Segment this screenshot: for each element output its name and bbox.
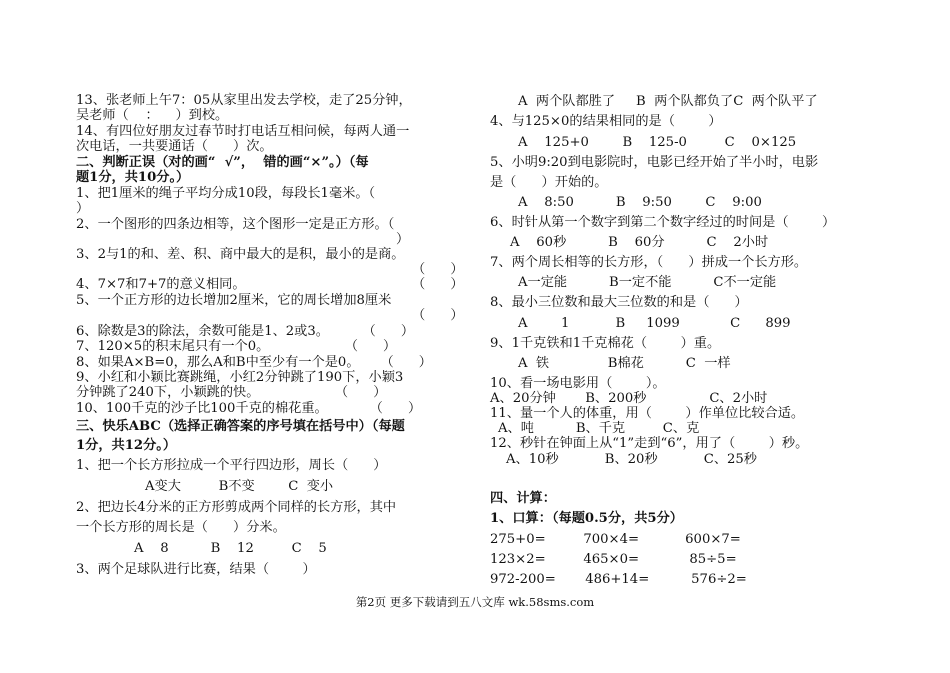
choice-q2-options: A 8 B 12 C 5	[134, 541, 327, 556]
choice-q5-line-2: 是（ ）开始的。	[490, 175, 608, 190]
choice-q5-line-1: 5、小明9:20到电影院时，电影已经开始了半小时，电影	[490, 155, 819, 170]
choice-q12: 12、秒针在钟面上从“1”走到“6”，用了（ ）秒。	[490, 436, 809, 451]
question-14-line-2: 次电话，一共要通话（ ）次。	[76, 139, 273, 154]
choice-q6-options: A 60秒 B 60分 C 2小时	[510, 235, 769, 250]
section-2-title-line-2: 题1分，共10分。）	[76, 170, 190, 185]
choice-q11-options: A、吨 B、千克 C、克	[498, 421, 700, 436]
question-13-line-1: 13、张老师上午7：05从家里出发去学校，走了25分钟，	[76, 93, 412, 108]
choice-q9-options: A 铁 B棉花 C 一样	[518, 356, 731, 371]
choice-q7: 7、两个周长相等的长方形，（ ）拼成一个长方形。	[490, 255, 808, 270]
judge-q1-line-1: 1、把1厘米的绳子平均分成10段，每段长1毫米。（	[76, 186, 376, 201]
choice-q8: 8、最小三位数和最大三位数的和是（ ）	[490, 295, 748, 310]
judge-q2-line-2: ）	[396, 232, 410, 247]
choice-q2-line-1: 2、把边长4分米的正方形剪成两个同样的长方形，其中	[76, 500, 397, 515]
choice-q2-line-2: 一个长方形的周长是（ ）分米。	[76, 520, 286, 535]
section-2-title-line-1: 二、判断正误（对的画“ √”， 错的画“×”。）（每	[76, 155, 369, 170]
choice-q1-options: A变大 B不变 C 变小	[145, 479, 334, 494]
judge-q7: 7、120×5的积末尾只有一个0。 （ ）	[76, 339, 397, 354]
judge-q2-line-1: 2、一个图形的四条边相等，这个图形一定是正方形。（	[76, 217, 395, 232]
section-3-title-line-2: 1分，共12分。）	[76, 438, 177, 453]
choice-q12-options: A、10秒 B、20秒 C、25秒	[506, 452, 757, 467]
judge-q3-line-2: （ ）	[412, 262, 464, 277]
judge-q3-line-1: 3、2与1的和、差、积、商中最大的是积，最小的是商。	[76, 247, 405, 262]
judge-q8: 8、如果A×B=0，那么A和B中至少有一个是0。 （ ）	[76, 355, 432, 370]
section-3-title-line-1: 三、快乐ABC（选择正确答案的序号填在括号中）（每题	[76, 419, 405, 434]
judge-q5-line-1: 5、一个正方形的边长增加2厘米，它的周长增加8厘米	[76, 293, 392, 308]
judge-q6: 6、除数是3的除法，余数可能是1、2或3。 （ ）	[76, 324, 415, 339]
judge-q9-line-1: 9、小红和小颖比赛跳绳，小红2分钟跳了190下，小颖3	[76, 370, 404, 385]
choice-q11: 11、量一个人的体重，用（ ）作单位比较合适。	[490, 406, 805, 421]
choice-q6: 6、时针从第一个数字到第二个数字经过的时间是（ ）	[490, 215, 836, 230]
section-4-title: 四、计算：	[490, 491, 556, 506]
judge-q4-line-2: （ ）	[412, 277, 464, 292]
judge-q5-line-2: （ ）	[412, 308, 464, 323]
choice-q9: 9、1千克铁和1千克棉花（ ）重。	[490, 336, 721, 351]
choice-q4-options: A 125+0 B 125-0 C 0×125	[518, 135, 797, 150]
judge-q1-line-2: ）	[76, 201, 90, 216]
oral-calc-row-1: 275+0= 700×4= 600×7=	[490, 532, 741, 547]
choice-q1: 1、把一个长方形拉成一个平行四边形，周长（ ）	[76, 458, 387, 473]
choice-q3-options: A 两个队都胜了 B 两个队都负了C 两个队平了	[518, 94, 818, 109]
question-14-line-1: 14、有四位好朋友过春节时打电话互相问候，每两人通一	[76, 124, 410, 139]
choice-q4: 4、与125×0的结果相同的是（ ）	[490, 114, 722, 129]
choice-q3: 3、两个足球队进行比赛，结果（ ）	[76, 562, 316, 577]
judge-q4-line-1: 4、7×7和7+7的意义相同。	[76, 277, 246, 292]
choice-q5-options: A 8:50 B 9:50 C 9:00	[518, 195, 762, 210]
oral-calc-row-3: 972-200= 486+14= 576÷2=	[490, 572, 747, 587]
choice-q7-options: A一定能 B一定不能 C不一定能	[518, 275, 777, 290]
judge-q9-line-2: 分钟跳了240下，小颖跳的快。 （ ）	[76, 385, 387, 400]
question-13-line-2: 吴老师（ ： ）到校。	[76, 108, 229, 123]
oral-calc-title: 1、口算：（每题0.5分，共5分）	[490, 511, 683, 526]
choice-q10: 10、看一场电影用（ ）。	[490, 376, 666, 391]
choice-q8-options: A 1 B 1099 C 899	[518, 316, 791, 331]
choice-q10-options: A、20分钟 B、200秒 C、2小时	[490, 391, 768, 406]
judge-q10: 10、100千克的沙子比100千克的棉花重。 （ ）	[76, 401, 422, 416]
page-footer: 第2页 更多下载请到五八文库 wk.58sms.com	[355, 595, 595, 609]
oral-calc-row-2: 123×2= 465×0= 85÷5=	[490, 552, 737, 567]
